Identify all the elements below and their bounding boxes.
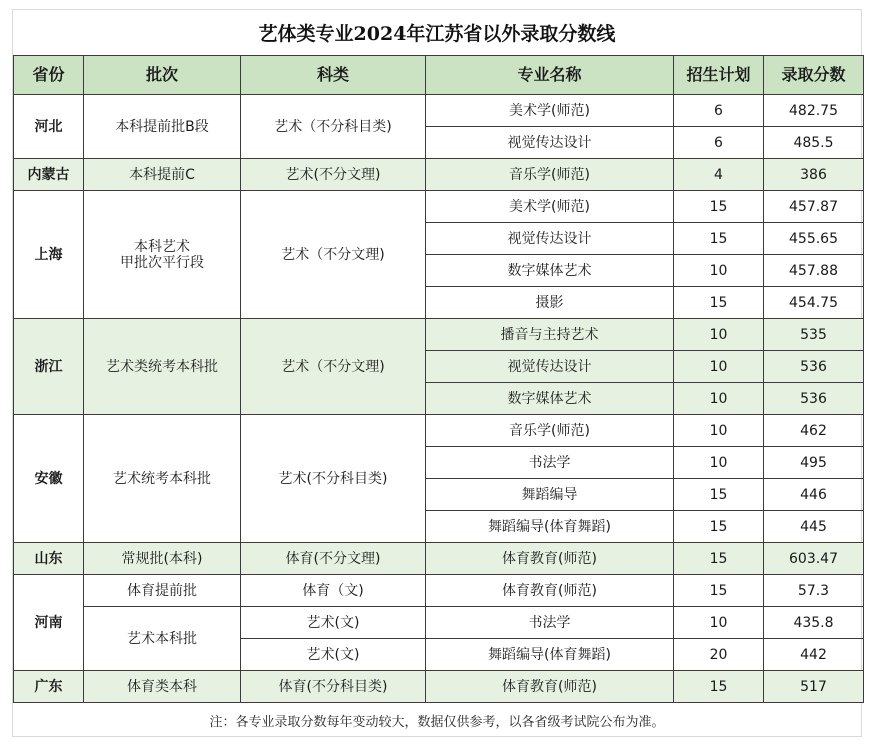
major-cell: 音乐学(师范) [426,415,674,447]
plan-cell: 20 [674,639,764,671]
batch-line: 本科艺术 [134,238,190,255]
batch-cell: 本科提前批B段 [84,95,241,159]
plan-cell: 15 [674,223,764,255]
major-cell: 数字媒体艺术 [426,255,674,287]
score-cell: 603.47 [764,543,864,575]
batch-cell: 本科提前C [84,159,241,191]
table-row [14,607,864,639]
table-row [14,543,864,575]
footnote: 注：各专业录取分数每年变动较大，数据仅供参考，以各省级考试院公布为准。 [209,714,665,730]
score-cell: 454.75 [764,287,864,319]
table-row [14,319,864,351]
score-cell: 482.75 [764,95,864,127]
province-cell: 内蒙古 [14,159,84,191]
batch-cell [84,191,241,319]
major-cell: 视觉传达设计 [426,127,674,159]
plan-cell: 15 [674,287,764,319]
score-cell: 457.88 [764,255,864,287]
score-cell: 457.87 [764,191,864,223]
category-cell: 艺术(不分文理) [241,159,426,191]
category-cell: 体育(不分文理) [241,543,426,575]
score-cell: 536 [764,383,864,415]
header-major: 专业名称 [426,56,674,95]
category-cell: 艺术(文) [241,607,426,639]
batch-cell: 体育提前批 [84,575,241,607]
batch-line: 甲批次平行段 [120,254,204,271]
table-row [14,159,864,191]
category-cell: 体育（文) [241,575,426,607]
table-row [14,575,864,607]
score-cell: 57.3 [764,575,864,607]
plan-cell: 15 [674,671,764,703]
major-cell: 体育教育(师范) [426,543,674,575]
plan-cell: 6 [674,127,764,159]
header-category: 科类 [241,56,426,95]
score-cell: 535 [764,319,864,351]
batch-cell: 艺术类统考本科批 [84,319,241,415]
major-cell: 书法学 [426,607,674,639]
category-cell: 艺术(不分科目类) [241,415,426,543]
category-cell: 艺术（不分文理) [241,191,426,319]
major-cell: 数字媒体艺术 [426,383,674,415]
province-cell: 安徽 [14,415,84,543]
plan-cell: 15 [674,543,764,575]
table-row [14,671,864,703]
plan-cell: 10 [674,415,764,447]
admission-score-table [13,55,864,703]
category-cell: 艺术（不分科目类) [241,95,426,159]
category-cell: 艺术（不分文理) [241,319,426,415]
header-row [14,56,864,95]
plan-cell: 10 [674,607,764,639]
plan-cell: 15 [674,479,764,511]
major-cell: 音乐学(师范) [426,159,674,191]
page-title: 艺体类专业2024年江苏省以外录取分数线 [258,22,616,45]
score-cell: 485.5 [764,127,864,159]
batch-cell: 艺术本科批 [84,607,241,671]
province-cell: 广东 [14,671,84,703]
score-cell: 442 [764,639,864,671]
major-cell: 舞蹈编导 [426,479,674,511]
batch-cell: 常规批(本科) [84,543,241,575]
province-cell: 浙江 [14,319,84,415]
score-cell: 517 [764,671,864,703]
plan-cell: 10 [674,351,764,383]
plan-cell: 10 [674,447,764,479]
batch-cell: 体育类本科 [84,671,241,703]
header-batch: 批次 [84,56,241,95]
major-cell: 美术学(师范) [426,191,674,223]
major-cell: 摄影 [426,287,674,319]
province-cell: 河南 [14,575,84,671]
major-cell: 播音与主持艺术 [426,319,674,351]
table-row [14,191,864,223]
score-cell: 495 [764,447,864,479]
plan-cell: 10 [674,383,764,415]
score-cell: 536 [764,351,864,383]
header-score: 录取分数 [764,56,864,95]
plan-cell: 15 [674,575,764,607]
score-cell: 445 [764,511,864,543]
major-cell: 美术学(师范) [426,95,674,127]
header-plan: 招生计划 [674,56,764,95]
plan-cell: 15 [674,191,764,223]
major-cell: 视觉传达设计 [426,351,674,383]
major-cell: 视觉传达设计 [426,223,674,255]
score-cell: 455.65 [764,223,864,255]
plan-cell: 6 [674,95,764,127]
table-row [14,415,864,447]
score-cell: 386 [764,159,864,191]
category-cell: 体育(不分科目类) [241,671,426,703]
province-cell: 上海 [14,191,84,319]
category-cell: 艺术(文) [241,639,426,671]
major-cell: 书法学 [426,447,674,479]
header-province: 省份 [14,56,84,95]
score-cell: 446 [764,479,864,511]
score-cell: 435.8 [764,607,864,639]
score-cell: 462 [764,415,864,447]
major-cell: 体育教育(师范) [426,671,674,703]
major-cell: 体育教育(师范) [426,575,674,607]
table-row [14,95,864,127]
major-cell: 舞蹈编导(体育舞蹈) [426,511,674,543]
major-cell: 舞蹈编导(体育舞蹈) [426,639,674,671]
province-cell: 山东 [14,543,84,575]
batch-cell: 艺术统考本科批 [84,415,241,543]
plan-cell: 10 [674,255,764,287]
plan-cell: 4 [674,159,764,191]
province-cell: 河北 [14,95,84,159]
plan-cell: 15 [674,511,764,543]
plan-cell: 10 [674,319,764,351]
